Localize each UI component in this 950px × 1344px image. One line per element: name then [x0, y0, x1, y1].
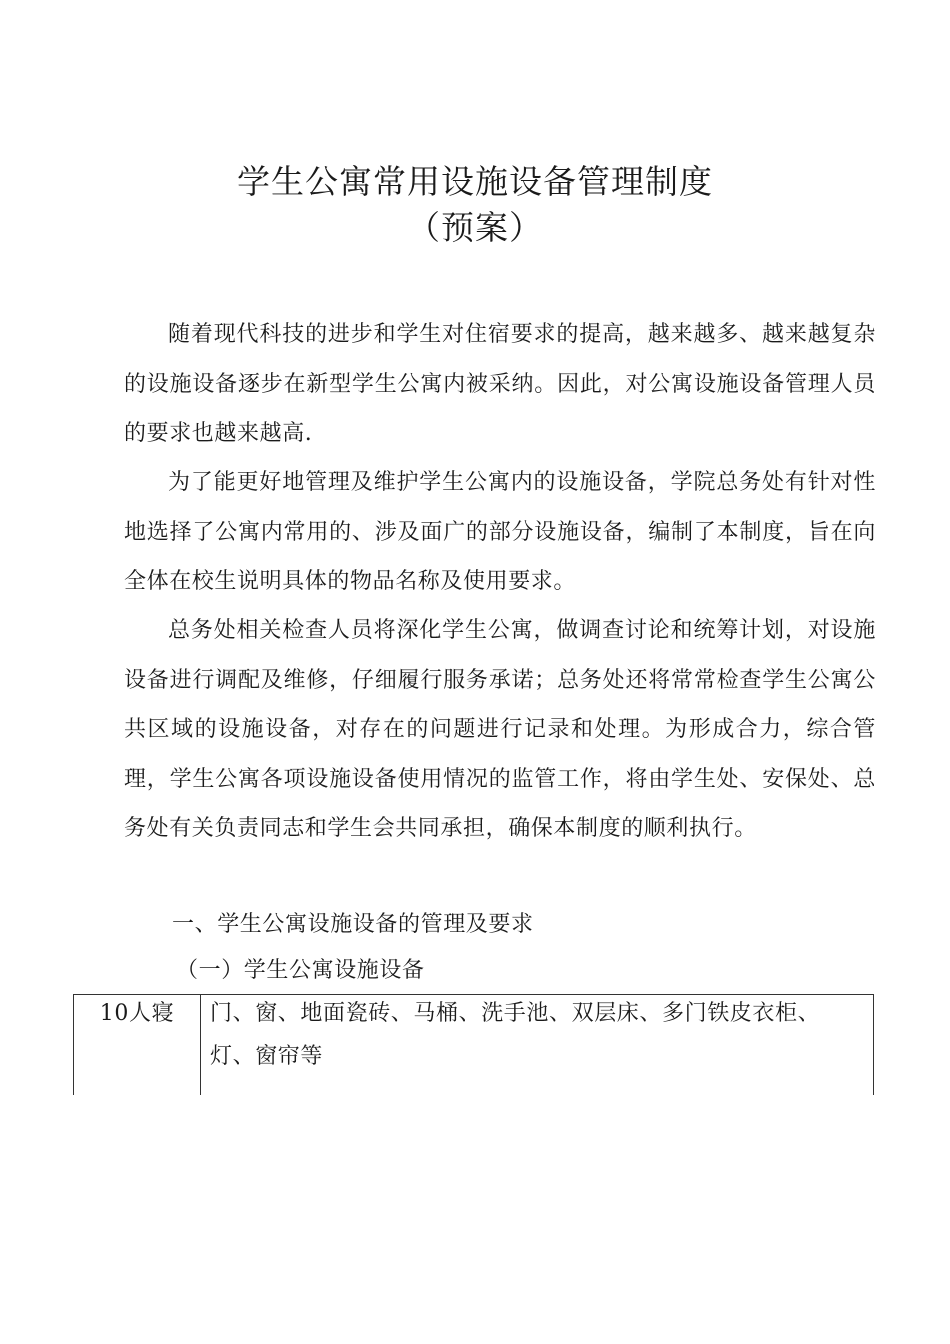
- paragraph-2-block: [124, 458, 876, 607]
- document-subtitle: （预案）: [407, 208, 543, 247]
- table-row: [74, 995, 874, 1095]
- facility-table: [73, 994, 874, 1095]
- paragraph-2: 为了能更好地管理及维护学生公寓内的设施设备，学院总务处有针对性地选择了公寓内常用的、涉及面广的部分设施设备，编制了本制度，旨在向全体在校生说明具体的物品名称及使用要求。: [124, 470, 876, 594]
- section-heading: 一、学生公寓设施设备的管理及要求: [172, 912, 534, 937]
- facility-items-line-2: 灯、窗帘等: [210, 1044, 324, 1069]
- document-title: 学生公寓常用设施设备管理制度: [237, 162, 713, 201]
- paragraph-3: 总务处相关检查人员将深化学生公寓，做调查讨论和统筹计划，对设施设备进行调配及维修，仔细履行服务承诺；总务处还将常常检查学生公寓公共区域的设施设备，对存在的问题进行记录和处理。为形成合力，综合管理，学生公寓各项设施设备使用情况的监管工作，将由学生处、安保处、总务处有关负责同志和学生会共同承担，确保本制度的顺利执行。: [124, 618, 876, 841]
- facility-items-line-1: 门、窗、地面瓷砖、马桶、洗手池、双层床、多门铁皮衣柜、: [210, 1001, 821, 1026]
- paragraph-3-block: [124, 606, 876, 854]
- subsection-heading: （一）学生公寓设施设备: [176, 958, 425, 983]
- facility-items-cell: [201, 995, 874, 1095]
- paragraph-1-block: [124, 310, 876, 459]
- room-type-cell: 10人寝: [74, 995, 201, 1095]
- paragraph-1: 随着现代科技的进步和学生对住宿要求的提高，越来越多、越来越复杂的设施设备逐步在新型学生公寓内被采纳。因此，对公寓设施设备管理人员的要求也越来越高.: [124, 322, 876, 446]
